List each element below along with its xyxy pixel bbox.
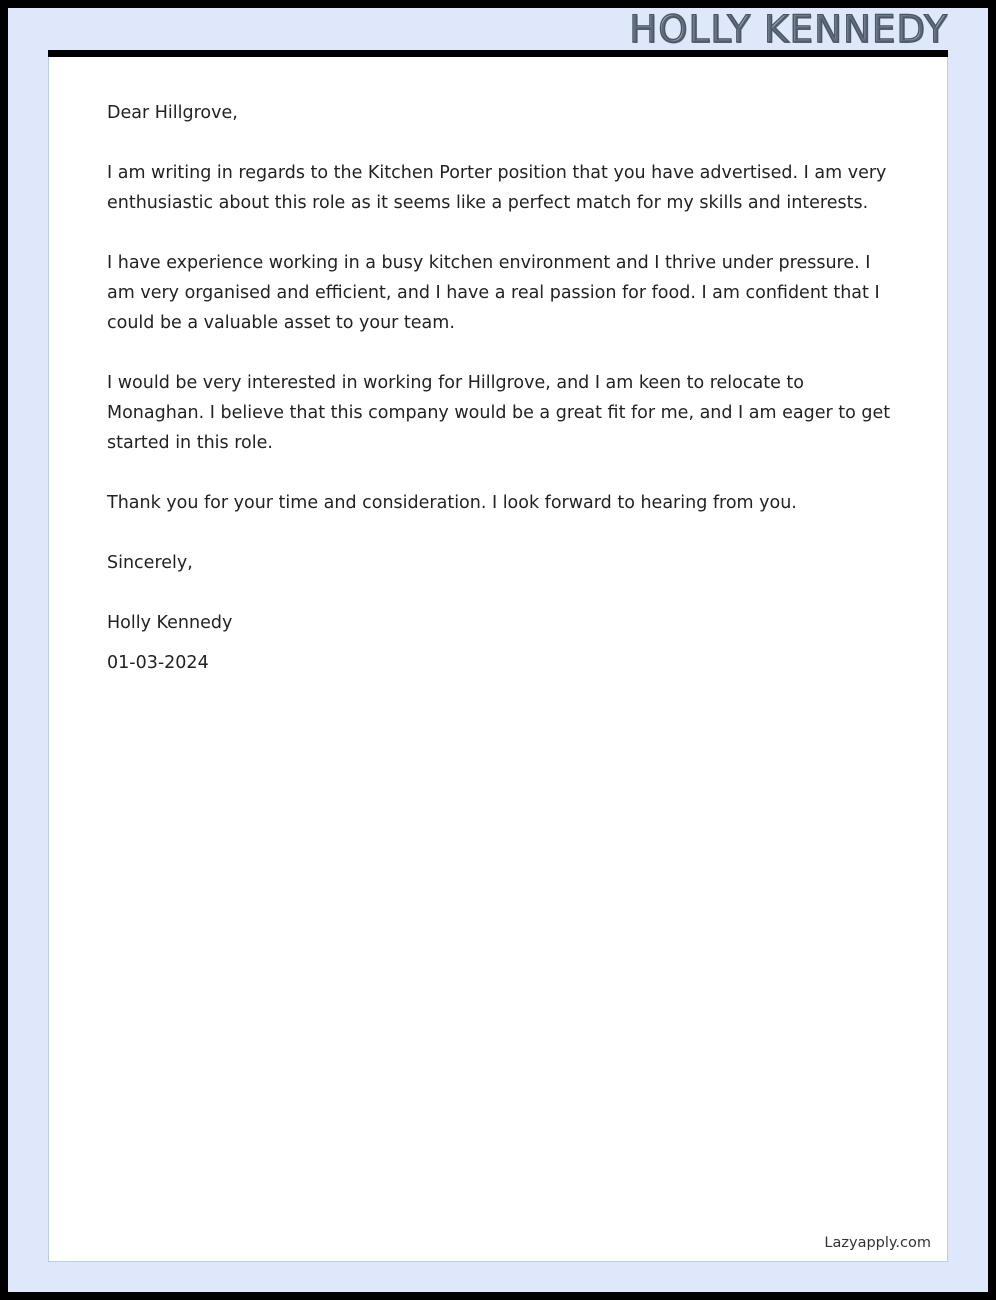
letter-paragraph-3: I would be very interested in working for Hillgrove, and I am keen to relocate to Monaghan. I believe that this company would be a great fit for me, and I am eager to get started in this role. xyxy=(107,373,891,453)
document-frame xyxy=(8,8,988,1292)
letterhead-name: HOLLY KENNEDY xyxy=(629,7,948,51)
letter-paragraph-4: Thank you for your time and consideration. I look forward to hearing from you. xyxy=(107,493,797,513)
salutation: Dear Hillgrove, xyxy=(107,103,238,123)
letter-date: 01-03-2024 xyxy=(107,653,209,673)
letter-body xyxy=(107,98,899,678)
signature-name: Holly Kennedy xyxy=(107,613,233,633)
letterhead xyxy=(8,8,988,50)
footer-brand: Lazyapply.com xyxy=(824,1235,931,1251)
letter-closing: Sincerely, xyxy=(107,553,193,573)
letter-paragraph-2: I have experience working in a busy kitchen environment and I thrive under pressure. I am very organised and efficient, and I have a real passion for food. I am confident that I could be a valuable asset to your team. xyxy=(107,253,880,333)
letter-paragraph-1: I am writing in regards to the Kitchen Porter position that you have advertised. I am very enthusiastic about this role as it seems like a perfect match for my skills and interests. xyxy=(107,163,887,213)
letter-sheet xyxy=(48,50,948,1262)
header-rule xyxy=(48,50,948,57)
